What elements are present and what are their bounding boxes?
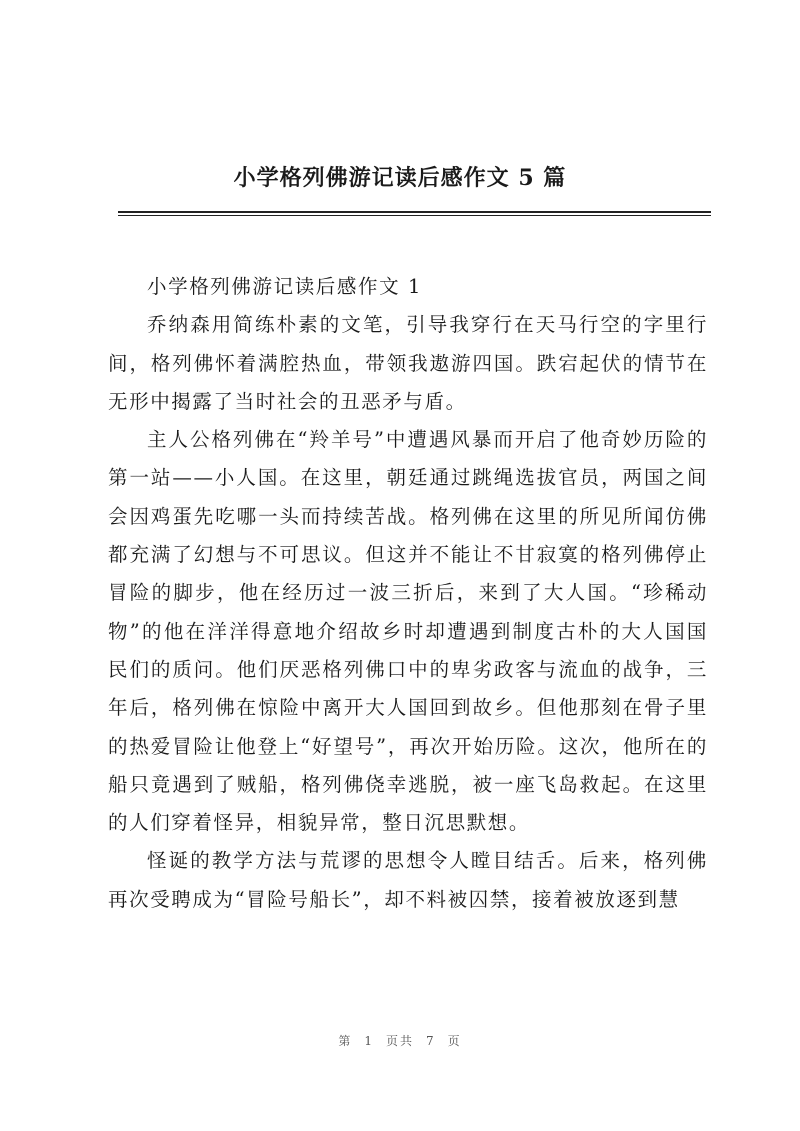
page-label: 第 (338, 1034, 353, 1048)
paragraph: 怪诞的教学方法与荒谬的思想令人瞠目结舌。后来，格列佛再次受聘成为“冒险号船长”，却不料被囚禁，接着被放逐到慧 (108, 849, 708, 911)
title-divider-thin (118, 215, 711, 216)
paragraph: 乔纳森用简练朴素的文笔，引导我穿行在天马行空的字里行间，格列佛怀着满腔热血，带领我遨游四国。跌宕起伏的情节在无形中揭露了当时社会的丑恶矛与盾。 (108, 313, 708, 413)
page-of-label: 页共 (385, 1034, 414, 1048)
page-footer (0, 1033, 800, 1049)
title-divider (118, 211, 711, 213)
page-number: 1 (364, 1034, 374, 1048)
total-pages: 7 (426, 1034, 436, 1048)
document-body (108, 268, 708, 919)
section-heading: 小学格列佛游记读后感作文 1 (147, 275, 423, 298)
document-title: 小学格列佛游记读后感作文 5 篇 (233, 165, 567, 191)
paragraph: 主人公格列佛在“羚羊号”中遭遇风暴而开启了他奇妙历险的第一站——小人国。在这里，朝廷通过跳绳选拔官员，两国之间会因鸡蛋先吃哪一头而持续苦战。格列佛在这里的所见所闻仿佛都充满了幻想与不可思议。但这并不能让不甘寂寞的格列佛停止冒险的脚步，他在经历过一波三折后，来到了大人国。“珍稀动物”的他在洋洋得意地介绍故乡时却遭遇到制度古朴的大人国国民们的质问。他们厌恶格列佛口中的卑劣政客与流血的战争，三年后，格列佛在惊险中离开大人国回到故乡。但他那刻在骨子里的热爱冒险让他登上“好望号”，再次开始历险。这次，他所在的船只竟遇到了贼船，格列佛侥幸逃脱，被一座飞岛救起。在这里的人们穿着怪异，相貌异常，整日沉思默想。 (108, 428, 708, 835)
page-suffix: 页 (447, 1034, 462, 1048)
